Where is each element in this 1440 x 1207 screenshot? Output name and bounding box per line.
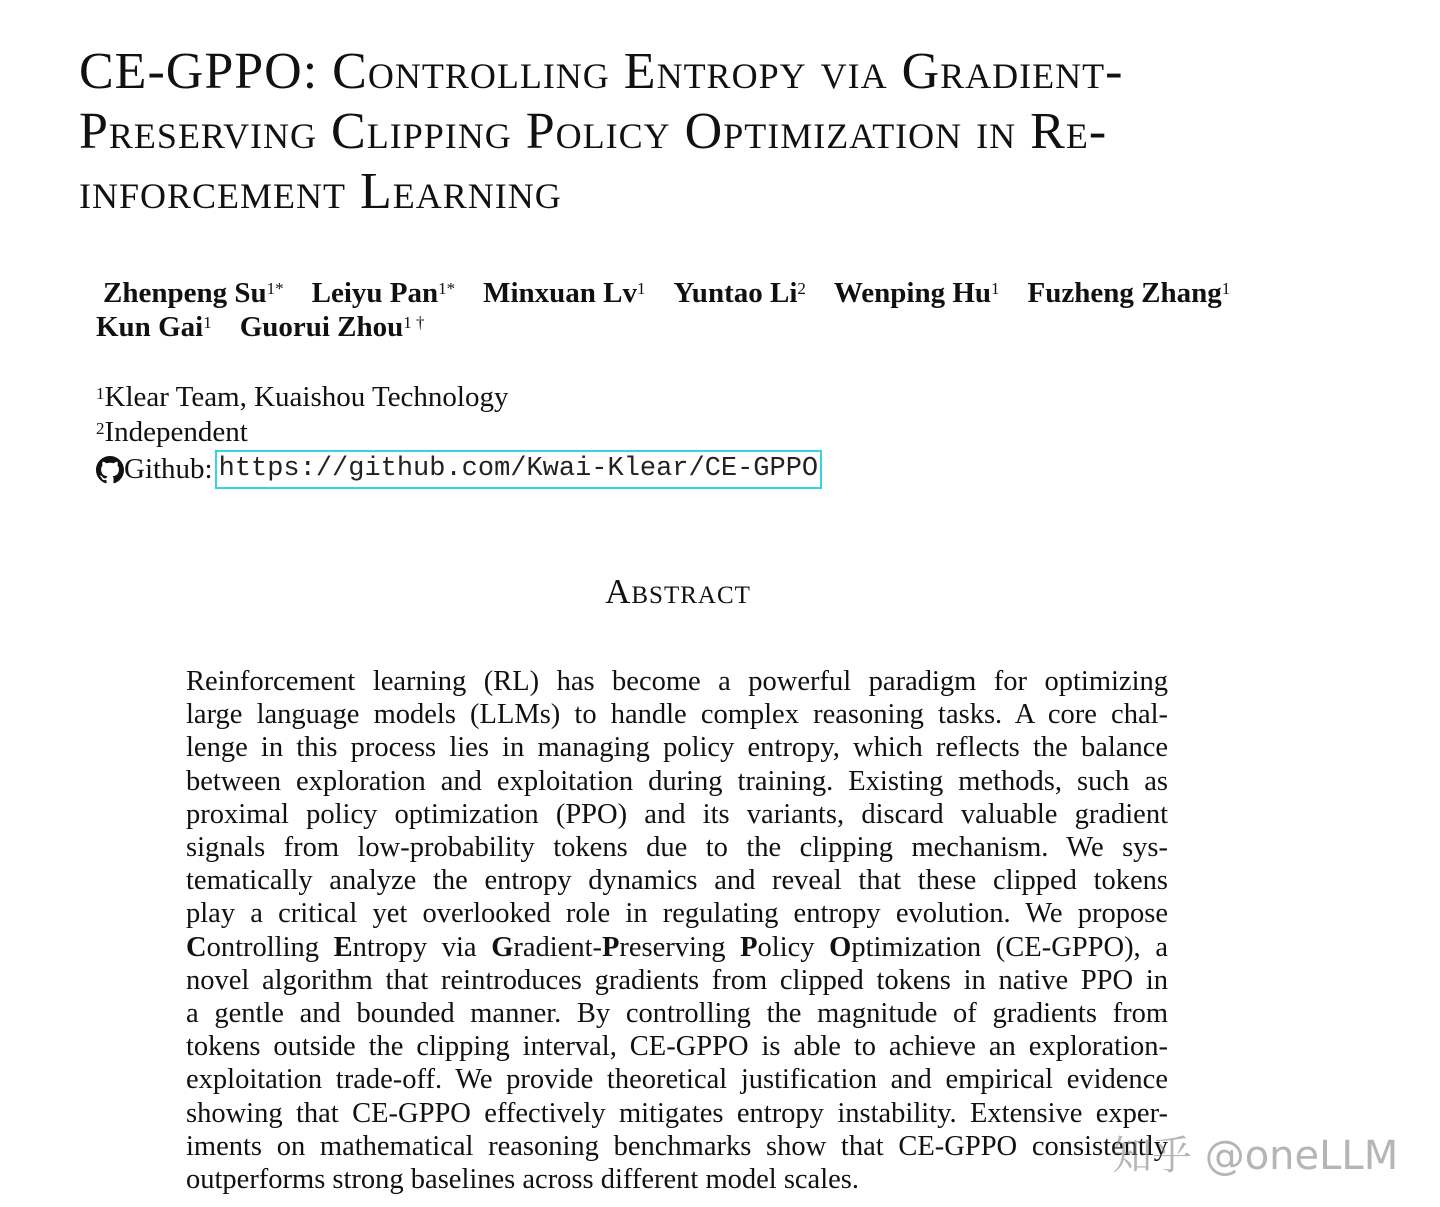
author-name: Leiyu Pan	[311, 277, 439, 309]
affiliations	[96, 380, 822, 489]
abstract-heading: Abstract	[605, 572, 751, 611]
author-affiliation-mark: 1	[203, 313, 212, 332]
abstract-segment: ptimization (CE-GPPO), a	[851, 931, 1168, 963]
abstract-line: proximal policy optimization (PPO) and its variants, discard valuable gradient	[186, 798, 1168, 830]
abstract-line: Reinforcement learning (RL) has become a powerful paradigm for optimizing	[186, 666, 1168, 697]
abstract-line: a gentle and bounded manner. By controlling the magnitude of gradients from	[186, 998, 1168, 1030]
author-affiliation-mark: 1*	[438, 279, 456, 298]
author-affiliation-mark: 1	[1221, 279, 1231, 298]
author-name: Fuzheng Zhang	[1027, 277, 1222, 309]
author	[96, 310, 212, 344]
github-label: Github:	[124, 453, 213, 485]
abstract-segment: P	[740, 931, 758, 963]
abstract-line: outperforms strong baselines across different model scales.	[186, 1164, 859, 1196]
author-name: Kun Gai	[96, 311, 204, 343]
author	[312, 276, 456, 310]
abstract-segment: reserving	[619, 931, 741, 963]
title-line: inforcement Learning	[79, 163, 562, 220]
author	[1028, 276, 1231, 310]
abstract-segment: radient-	[513, 931, 602, 963]
abstract-segment: ontrolling	[206, 931, 334, 963]
author-name: Zhenpeng Su	[103, 277, 267, 309]
github-icon	[96, 456, 124, 484]
abstract-line: play a critical yet overlooked role in regulating entropy evolution. We propose	[186, 898, 1168, 930]
title-line: Preserving Clipping Policy Optimization in Re-	[79, 103, 1108, 160]
abstract-segment: E	[333, 931, 353, 963]
author	[674, 276, 806, 310]
author	[834, 276, 1000, 310]
abstract-line: novel algorithm that reintroduces gradients from clipped tokens in native PPO in	[186, 964, 1168, 996]
author	[103, 276, 284, 310]
title-line: CE-GPPO: Controlling Entropy via Gradient-	[79, 43, 1124, 100]
abstract-line: showing that CE-GPPO effectively mitigates entropy instability. Extensive exper-	[186, 1097, 1168, 1129]
author	[483, 276, 645, 310]
abstract-line: signals from low-probability tokens due to the clipping mechanism. We sys-	[186, 832, 1168, 864]
abstract-line: exploitation trade-off. We provide theoretical justification and empirical evidence	[186, 1064, 1168, 1096]
affiliation-1: $^1$Klear Team, Kuaishou Technology	[96, 381, 509, 413]
abstract-segment: G	[491, 931, 514, 963]
author-affiliation-mark: 1 †	[403, 313, 425, 332]
author-affiliation-mark: 1	[637, 279, 646, 298]
abstract-line: tematically analyze the entropy dynamics and reveal that these clipped tokens	[186, 865, 1168, 897]
abstract-line	[186, 931, 1168, 964]
author-name: Wenping Hu	[833, 277, 992, 309]
abstract-line: tokens outside the clipping interval, CE-GPPO is able to achieve an exploration-	[186, 1031, 1168, 1063]
abstract-segment: P	[602, 931, 620, 963]
abstract-segment: ntropy via	[352, 931, 492, 963]
abstract-segment: C	[186, 931, 207, 963]
affiliation-2: $^2$Independent	[96, 416, 248, 448]
author-list	[96, 276, 1258, 344]
abstract-line: iments on mathematical reasoning benchmarks show that CE-GPPO consistently	[186, 1130, 1168, 1162]
abstract-segment: O	[829, 931, 852, 963]
author-name: Minxuan Lv	[483, 277, 638, 309]
github-link[interactable]: https://github.com/Kwai-Klear/CE-GPPO	[215, 450, 823, 489]
paper-title	[79, 42, 1123, 222]
author-affiliation-mark: 1	[991, 279, 1000, 298]
abstract-line: lenge in this process lies in managing policy entropy, which reflects the balance	[186, 732, 1168, 764]
author-name: Guorui Zhou	[239, 311, 404, 343]
abstract-body	[186, 665, 1168, 1196]
github-line	[96, 450, 822, 489]
author-affiliation-mark: 1*	[266, 279, 284, 298]
author-name: Yuntao Li	[673, 277, 798, 309]
abstract-line: large language models (LLMs) to handle complex reasoning tasks. A core chal-	[186, 699, 1168, 731]
abstract-line: between exploration and exploitation during training. Existing methods, such as	[186, 765, 1168, 797]
author	[240, 310, 425, 344]
watermark: 知乎 @oneLLM	[1112, 1133, 1399, 1179]
author-affiliation-mark: 2	[797, 279, 806, 298]
abstract-segment: olicy	[757, 931, 830, 963]
